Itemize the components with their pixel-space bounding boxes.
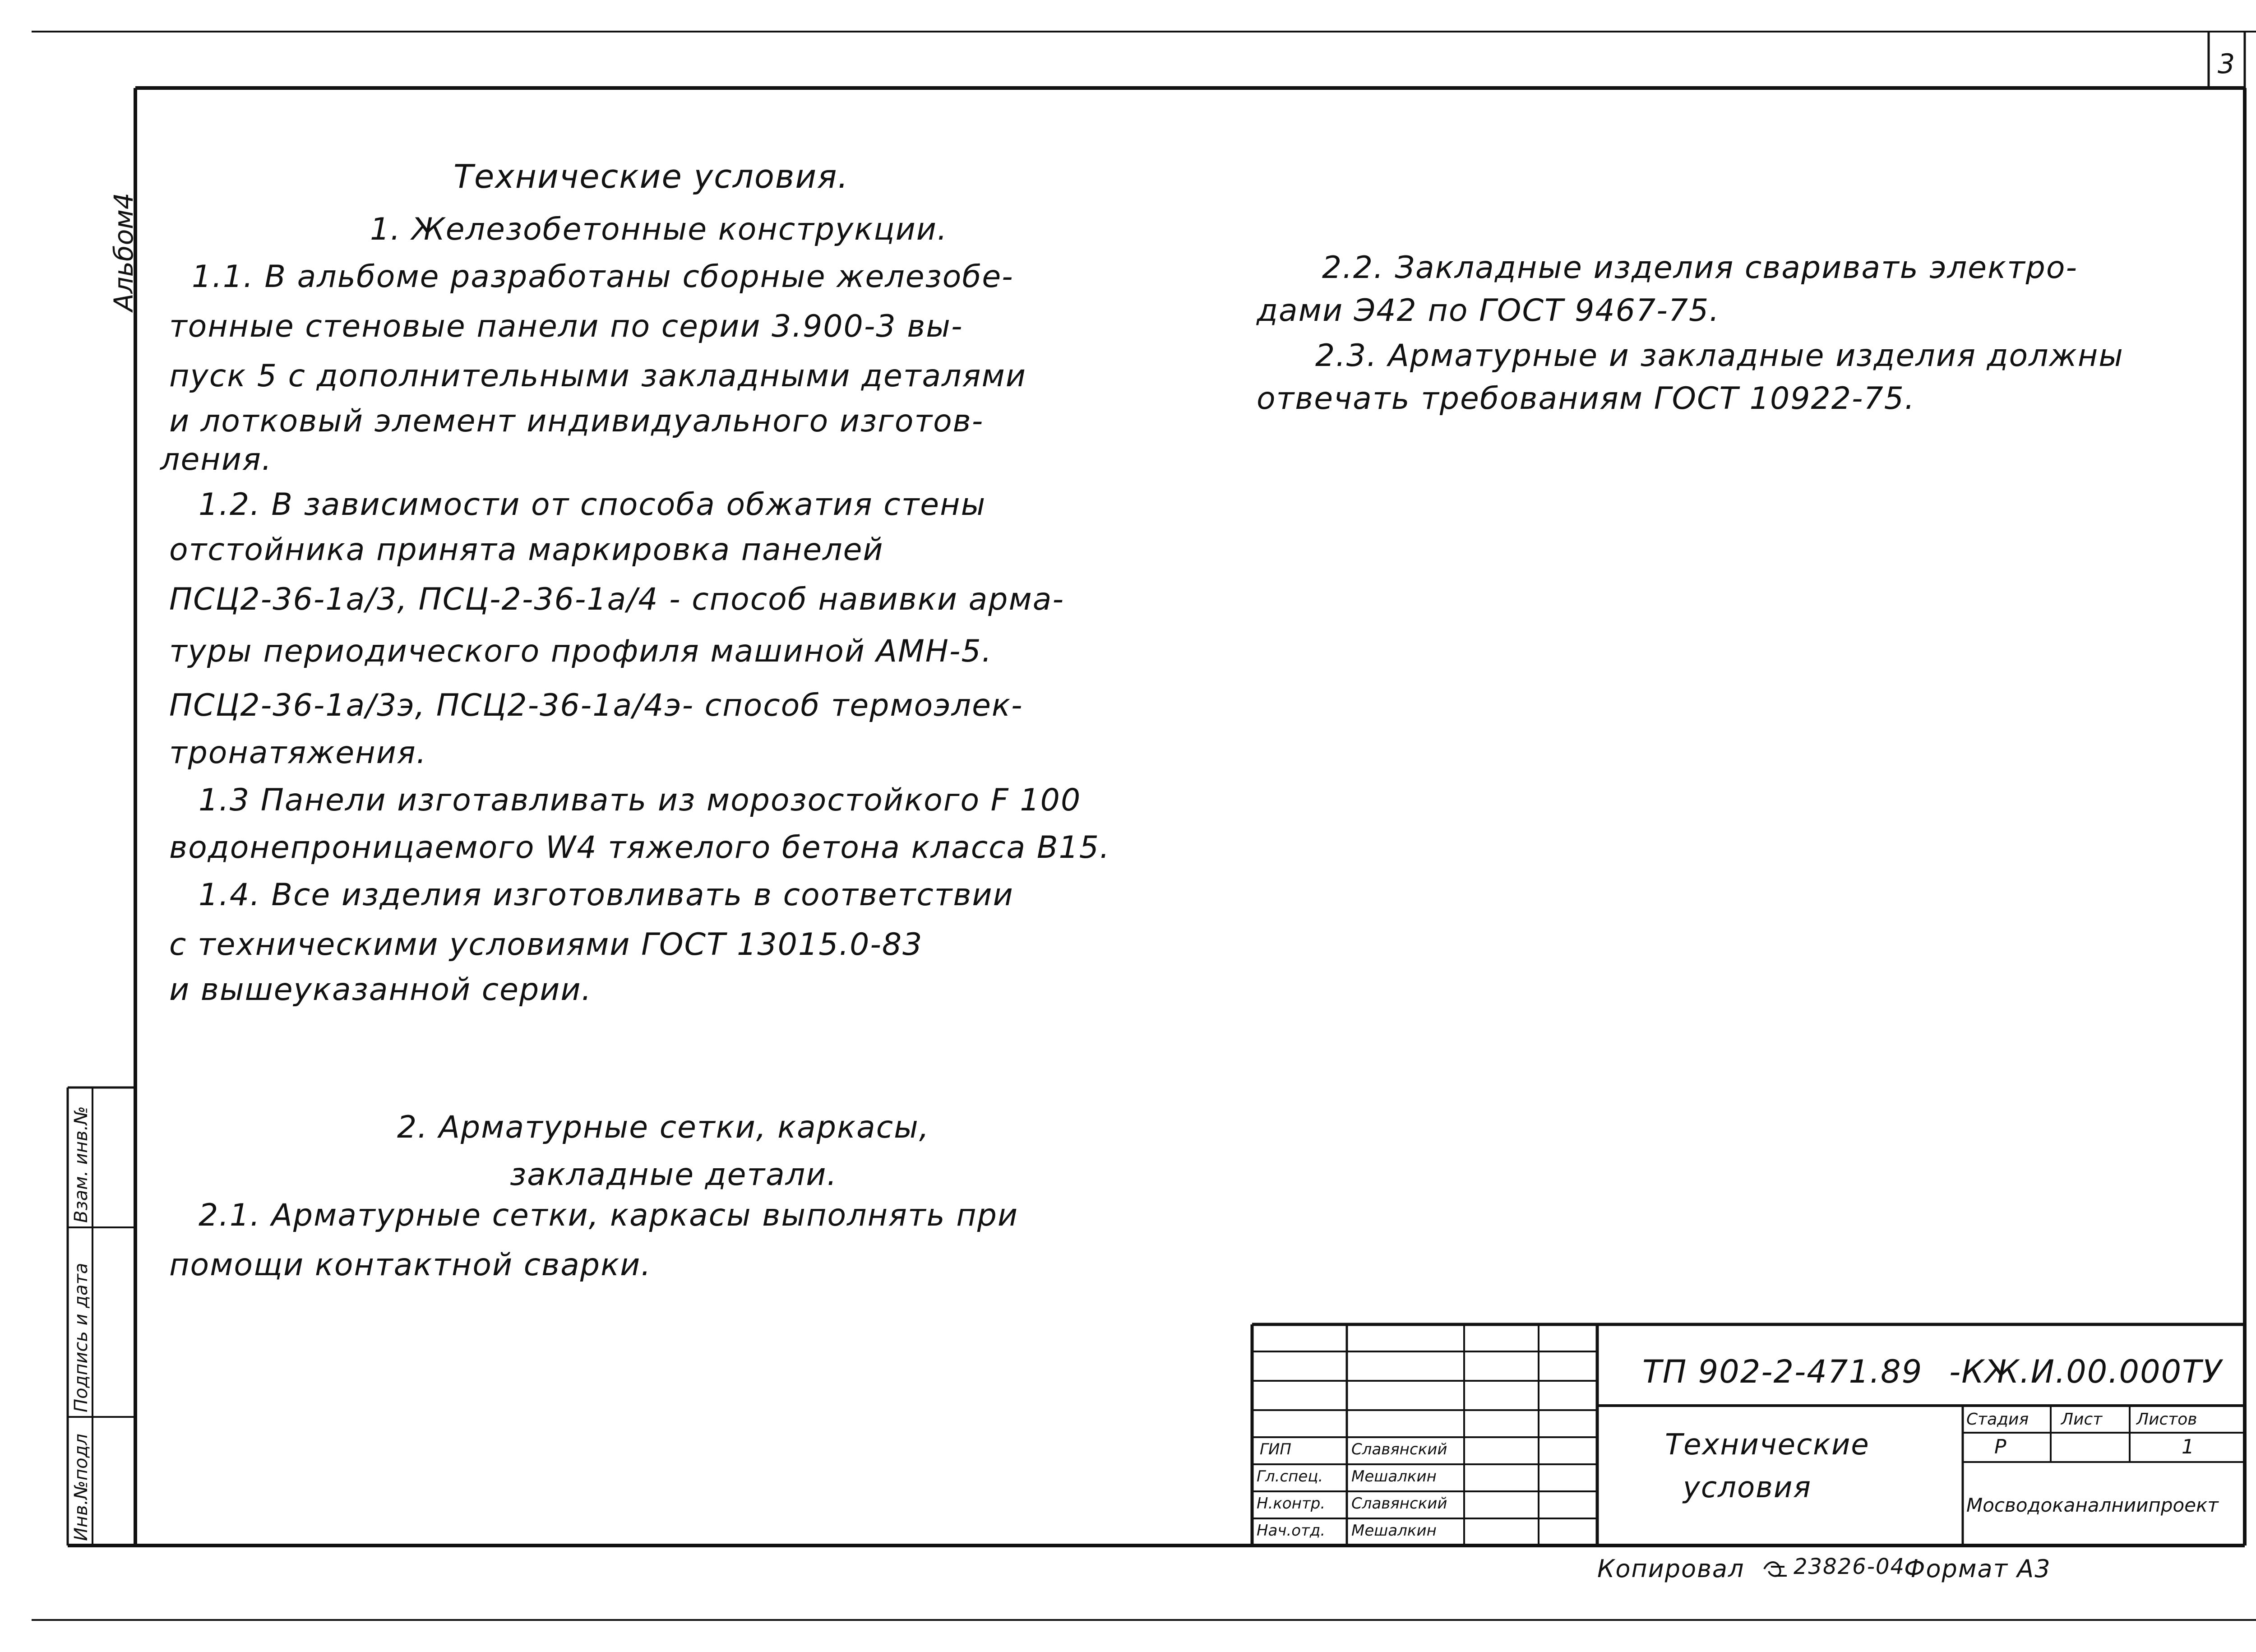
text-line: отвечать требованиям ГОСТ 10922-75. — [1257, 381, 1915, 416]
stage-label: Стадия — [1966, 1410, 2029, 1429]
sig-name: Славянский — [1351, 1440, 1447, 1458]
sig-name: Мешалкин — [1351, 1522, 1437, 1540]
text-line: 1.3 Панели изготавливать из морозостойкого F 100 — [199, 782, 1082, 818]
text-line: с техническими условиями ГОСТ 13015.0-83 — [169, 927, 923, 963]
text-line: ления. — [160, 442, 273, 477]
text-line: дами Э42 по ГОСТ 9467-75. — [1257, 293, 1720, 329]
section-1-heading: 1. Железобетонные конструкции. — [370, 212, 948, 247]
album-label: Альбом4 — [108, 193, 139, 311]
text-line: 2.2. Закладные изделия сваривать электро- — [1322, 250, 2078, 286]
document-title: Технические условия. — [453, 157, 849, 195]
copied-label: Копировал — [1597, 1555, 1745, 1583]
text-line: 2.1. Арматурные сетки, каркасы выполнять при — [199, 1198, 1019, 1233]
doc-suffix: -КЖ.И.00.000ТУ — [1949, 1353, 2223, 1390]
doc-code: ТП 902-2-471.89 — [1642, 1353, 1923, 1390]
format-label: Формат А3 — [1904, 1555, 2051, 1583]
sign-date-label: Подпись и дата — [71, 1263, 92, 1412]
stage-value: Р — [1994, 1435, 2006, 1458]
text-line: туры периодического профиля машиной АМН-5. — [169, 634, 993, 669]
text-line: тонные стеновые панели по серии 3.900-3 вы- — [169, 309, 963, 344]
sheet-label: Лист — [2061, 1410, 2103, 1429]
sig-role: Н.контр. — [1257, 1495, 1326, 1513]
organization: Мосводоканалниипроект — [1966, 1494, 2219, 1516]
text-line: тронатяжения. — [169, 735, 427, 771]
section-2-heading: 2. Арматурные сетки, каркасы, — [397, 1110, 930, 1145]
text-line: ПСЦ2-36-1а/3э, ПСЦ2-36-1а/4э- способ термоэлек- — [169, 688, 1023, 723]
section-2-heading-cont: закладные детали. — [510, 1157, 838, 1193]
sig-role: ГИП — [1260, 1440, 1291, 1458]
text-line: 1.4. Все изделия изготовливать в соответствии — [199, 877, 1014, 913]
text-line: 1.2. В зависимости от способа обжатия стены — [199, 487, 986, 523]
text-line: и лотковый элемент индивидуального изготов- — [169, 403, 984, 439]
doc-name-line1: Технические — [1665, 1428, 1870, 1462]
text-line: отстойника принята маркировка панелей — [169, 532, 884, 568]
replace-inv-label: Взам. инв.№ — [71, 1106, 92, 1223]
text-line: 1.1. В альбоме разработаны сборные железобе- — [192, 259, 1014, 295]
doc-name-line2: условия — [1683, 1471, 1812, 1504]
sig-name: Славянский — [1351, 1495, 1447, 1513]
sheets-value: 1 — [2182, 1435, 2194, 1458]
inv-no-label: Инв.№подл — [71, 1434, 92, 1541]
sheet-number: 3 — [2218, 48, 2236, 80]
text-line: ПСЦ2-36-1а/3, ПСЦ-2-36-1а/4 - способ навивки арма- — [169, 582, 1064, 617]
sheets-label: Листов — [2136, 1410, 2197, 1429]
text-line: помощи контактной сварки. — [169, 1247, 652, 1283]
sig-role: Гл.спец. — [1257, 1467, 1323, 1485]
text-line: 2.3. Арматурные и закладные изделия должны — [1315, 338, 2124, 374]
signature-mark-icon — [1762, 1558, 1789, 1580]
text-line: водонепроницаемого W4 тяжелого бетона класса В15. — [169, 830, 1110, 865]
sig-name: Мешалкин — [1351, 1467, 1437, 1485]
form-code: 23826-04 — [1794, 1554, 1905, 1579]
sig-role: Нач.отд. — [1257, 1522, 1326, 1540]
text-line: пуск 5 с дополнительными закладными деталями — [169, 358, 1026, 394]
text-line: и вышеуказанной серии. — [169, 972, 592, 1008]
